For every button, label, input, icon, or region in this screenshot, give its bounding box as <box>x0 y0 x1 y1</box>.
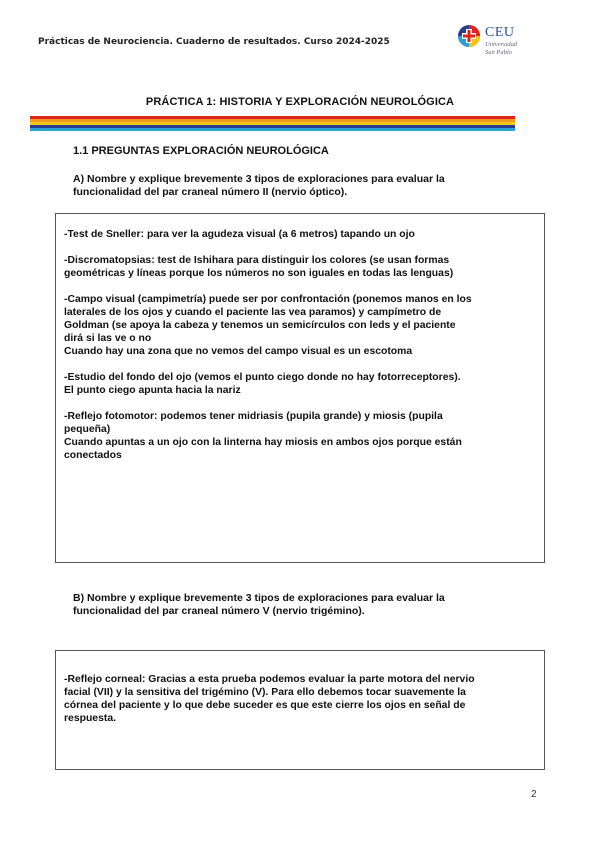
answer-line: Goldman (se apoya la cabeza y tenemos un semicírculos con leds y el paciente <box>64 320 456 331</box>
page-number: 2 <box>531 789 537 800</box>
section-heading: 1.1 PREGUNTAS EXPLORACIÓN NEUROLÓGICA <box>73 145 329 157</box>
answer-paragraph <box>64 673 536 725</box>
answer-line: El punto ciego apunta hacia la nariz <box>64 385 241 396</box>
answer-line: respuesta. <box>64 713 116 724</box>
answer-line: -Reflejo fotomotor: podemos tener midriasis (pupila grande) y miosis (pupila <box>64 411 443 422</box>
ceu-logo <box>457 24 537 62</box>
answer-line: conectados <box>64 450 122 461</box>
page-header-text: Prácticas de Neurociencia. Cuaderno de resultados. Curso 2024-2025 <box>38 37 390 47</box>
question-b: B) Nombre y explique brevemente 3 tipos de exploraciones para evaluar la funcionalidad del par craneal número V (nervio trigémino). <box>73 592 445 617</box>
answer-line: geométricas y líneas porque los números no son iguales en todas las lenguas) <box>64 268 454 279</box>
answer-line: -Test de Sneller: para ver la agudeza visual (a 6 metros) tapando un ojo <box>64 229 415 240</box>
answer-line: Cuando hay una zona que no vemos del campo visual es un escotoma <box>64 346 413 357</box>
logo-name: CEU <box>485 25 515 40</box>
stripe <box>30 128 515 131</box>
answer-line: facial (VII) y la sensitiva del trigémino (V). Para ello debemos tocar suavemente la <box>64 687 466 698</box>
answer-line: pequeña) <box>64 424 111 435</box>
answer-line: -Discromatopsias: test de Ishihara para distinguir los colores (se usan formas <box>64 255 450 266</box>
question-a: A) Nombre y explique brevemente 3 tipos de exploraciones para evaluar la funcionalidad del par craneal número II (nervio óptico). <box>73 173 445 198</box>
answer-paragraph <box>64 371 536 397</box>
answer-paragraph <box>64 410 536 462</box>
answer-line: Cuando apuntas a un ojo con la linterna hay miosis en ambos ojos porque están <box>64 437 462 448</box>
answer-box-a <box>55 213 545 563</box>
answer-paragraph <box>64 254 536 280</box>
answer-line: -Reflejo corneal: Gracias a esta prueba podemos evaluar la parte motora del nervio <box>64 674 475 685</box>
ceu-shield-icon <box>457 24 481 48</box>
answer-line: córnea del paciente y lo que debe suceder es que este cierre los ojos en señal de <box>64 700 466 711</box>
answer-line: laterales de los ojos y cuando el paciente las vea paramos) y campímetro de <box>64 307 442 318</box>
page-title: PRÁCTICA 1: HISTORIA Y EXPLORACIÓN NEUROLÓGICA <box>145 96 455 108</box>
logo-subtitle: Universidad San Pablo <box>485 41 518 56</box>
answer-line: -Campo visual (campimetría) puede ser por confrontación (ponemos manos en los <box>64 294 472 305</box>
color-stripes <box>30 116 515 131</box>
answer-paragraph <box>64 228 536 241</box>
answer-line: dirá si las ve o no <box>64 333 152 344</box>
answer-line: -Estudio del fondo del ojo (vemos el punto ciego donde no hay fotorreceptores). <box>64 372 461 383</box>
answer-paragraph <box>64 293 536 358</box>
answer-box-b <box>55 650 545 770</box>
